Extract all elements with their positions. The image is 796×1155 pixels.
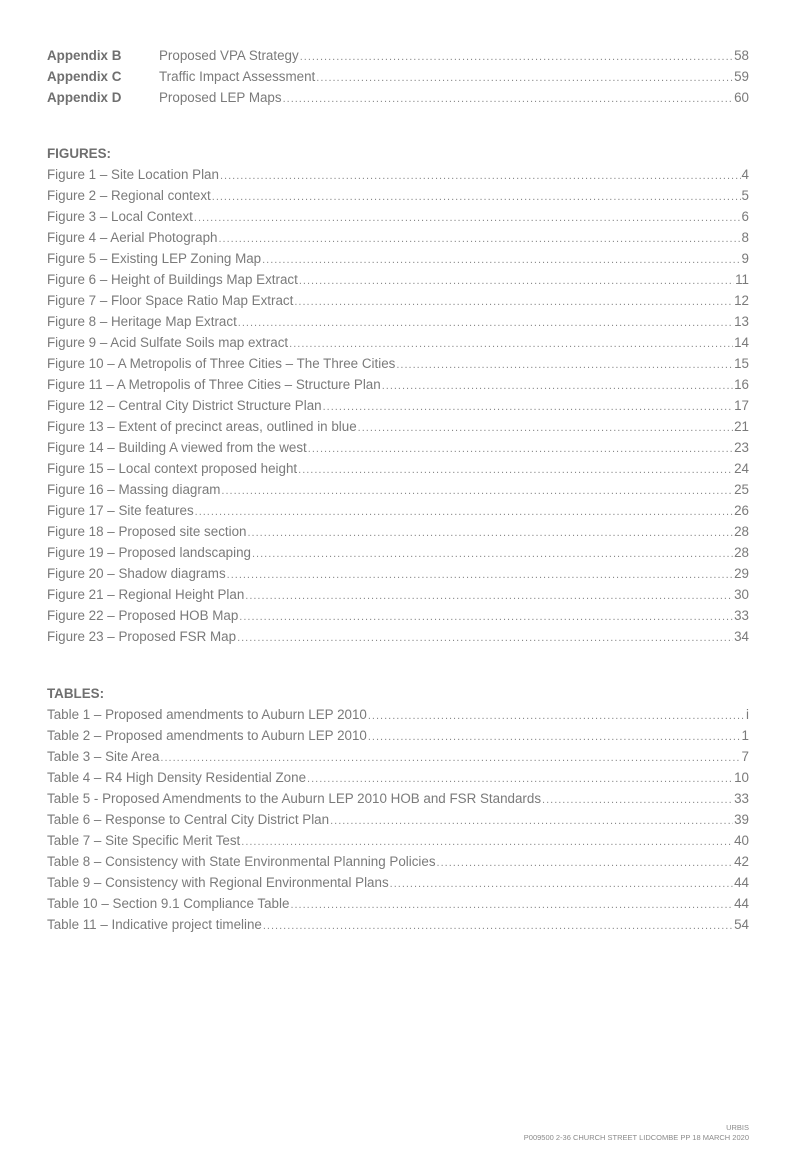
page-number: 15 bbox=[734, 356, 749, 371]
dot-leader bbox=[248, 523, 734, 544]
entry-label: Figure 12 – Central City District Structure Plan bbox=[47, 398, 322, 413]
appendix-id: Appendix D bbox=[47, 90, 122, 105]
toc-entry-figure[interactable] bbox=[47, 584, 749, 605]
page-number: 33 bbox=[734, 791, 749, 806]
toc-entry-figure[interactable] bbox=[47, 290, 749, 311]
toc-entry-figure[interactable] bbox=[47, 332, 749, 353]
dot-leader bbox=[308, 439, 733, 460]
toc-entry-table[interactable] bbox=[47, 704, 749, 725]
toc-entry-figure[interactable] bbox=[47, 605, 749, 626]
dot-leader bbox=[368, 706, 745, 727]
dot-leader bbox=[290, 895, 733, 916]
toc-entry-appendix-d[interactable] bbox=[47, 87, 749, 108]
toc-entry-figure[interactable] bbox=[47, 626, 749, 647]
page-number: 54 bbox=[734, 917, 749, 932]
entry-label: Figure 7 – Floor Space Ratio Map Extract bbox=[47, 293, 294, 308]
entry-label: Table 7 – Site Specific Merit Test bbox=[47, 833, 241, 848]
entry-label: Table 3 – Site Area bbox=[47, 749, 160, 764]
page-number: 42 bbox=[734, 854, 749, 869]
page-number: 59 bbox=[734, 69, 749, 84]
toc-entry-appendix-c[interactable] bbox=[47, 66, 749, 87]
toc-entry-table[interactable] bbox=[47, 788, 749, 809]
toc-entry-table[interactable] bbox=[47, 725, 749, 746]
page-number: 29 bbox=[734, 566, 749, 581]
toc-entry-table[interactable] bbox=[47, 767, 749, 788]
dot-leader bbox=[241, 832, 733, 853]
page-number: 8 bbox=[741, 230, 749, 245]
page-number: 44 bbox=[734, 896, 749, 911]
entry-label: Table 1 – Proposed amendments to Auburn LEP 2010 bbox=[47, 707, 367, 722]
dot-leader bbox=[316, 68, 733, 89]
toc-entry-figure[interactable] bbox=[47, 248, 749, 269]
toc-entry-figure[interactable] bbox=[47, 374, 749, 395]
page-number: 24 bbox=[734, 461, 749, 476]
figures-section bbox=[47, 143, 749, 647]
entry-label: Figure 9 – Acid Sulfate Soils map extract bbox=[47, 335, 289, 350]
page-number: 13 bbox=[734, 314, 749, 329]
dot-leader bbox=[396, 355, 733, 376]
dot-leader bbox=[283, 89, 734, 110]
toc-entry-figure[interactable] bbox=[47, 227, 749, 248]
page-number: 40 bbox=[734, 833, 749, 848]
entry-label: Figure 5 – Existing LEP Zoning Map bbox=[47, 251, 262, 266]
page-number: 33 bbox=[734, 608, 749, 623]
toc-entry-figure[interactable] bbox=[47, 164, 749, 185]
page-number: 39 bbox=[734, 812, 749, 827]
page-number: 11 bbox=[735, 272, 749, 287]
dot-leader bbox=[262, 250, 740, 271]
toc-entry-table[interactable] bbox=[47, 851, 749, 872]
entry-label: Figure 18 – Proposed site section bbox=[47, 524, 247, 539]
appendix-id: Appendix B bbox=[47, 48, 122, 63]
footer-company: URBIS bbox=[726, 1123, 749, 1132]
footer-reference: P009500 2-36 CHURCH STREET LIDCOMBE PP 18 MARCH 2020 bbox=[523, 1133, 749, 1142]
entry-label: Figure 16 – Massing diagram bbox=[47, 482, 221, 497]
dot-leader bbox=[252, 544, 733, 565]
page-number: 30 bbox=[734, 587, 749, 602]
figures-heading: FIGURES: bbox=[47, 146, 111, 161]
toc-entry-figure[interactable] bbox=[47, 563, 749, 584]
dot-leader bbox=[237, 628, 733, 649]
page-number: 10 bbox=[734, 770, 749, 785]
entry-label: Figure 20 – Shadow diagrams bbox=[47, 566, 226, 581]
tables-heading: TABLES: bbox=[47, 686, 105, 701]
page-footer bbox=[524, 1123, 749, 1143]
page-number: 5 bbox=[741, 188, 749, 203]
dot-leader bbox=[382, 376, 733, 397]
entry-label: Figure 23 – Proposed FSR Map bbox=[47, 629, 237, 644]
dot-leader bbox=[195, 502, 733, 523]
entry-label: Figure 22 – Proposed HOB Map bbox=[47, 608, 239, 623]
entry-label: Table 6 – Response to Central City District Plan bbox=[47, 812, 330, 827]
entry-label: Figure 13 – Extent of precinct areas, outlined in blue bbox=[47, 419, 357, 434]
dot-leader bbox=[300, 47, 733, 68]
dot-leader bbox=[220, 166, 741, 187]
entry-label: Figure 4 – Aerial Photograph bbox=[47, 230, 218, 245]
dot-leader bbox=[368, 727, 741, 748]
toc-entry-appendix-b[interactable] bbox=[47, 45, 749, 66]
toc-entry-figure[interactable] bbox=[47, 416, 749, 437]
dot-leader bbox=[218, 229, 740, 250]
toc-entry-figure[interactable] bbox=[47, 269, 749, 290]
dot-leader bbox=[239, 607, 733, 628]
entry-label: Table 9 – Consistency with Regional Environmental Plans bbox=[47, 875, 389, 890]
page-number: 25 bbox=[734, 482, 749, 497]
entry-label: Table 11 – Indicative project timeline bbox=[47, 917, 262, 932]
entry-label: Figure 2 – Regional context bbox=[47, 188, 211, 203]
toc-entry-table[interactable] bbox=[47, 893, 749, 914]
entry-label: Figure 8 – Heritage Map Extract bbox=[47, 314, 237, 329]
toc-entry-table[interactable] bbox=[47, 809, 749, 830]
dot-leader bbox=[542, 790, 733, 811]
toc-entry-table[interactable] bbox=[47, 830, 749, 851]
page-number: 12 bbox=[734, 293, 749, 308]
page-number: 16 bbox=[734, 377, 749, 392]
page-number: 21 bbox=[734, 419, 749, 434]
entry-label: Figure 14 – Building A viewed from the west bbox=[47, 440, 307, 455]
dot-leader bbox=[307, 769, 733, 790]
page-number: 14 bbox=[734, 335, 749, 350]
page-number: 7 bbox=[741, 749, 749, 764]
dot-leader bbox=[194, 208, 741, 229]
dot-leader bbox=[160, 748, 740, 769]
page-number: 6 bbox=[741, 209, 749, 224]
page-number: 23 bbox=[734, 440, 749, 455]
toc-entry-figure[interactable] bbox=[47, 206, 749, 227]
appendix-title: Traffic Impact Assessment bbox=[159, 69, 316, 84]
toc-entry-figure[interactable] bbox=[47, 353, 749, 374]
dot-leader bbox=[294, 292, 733, 313]
dot-leader bbox=[390, 874, 733, 895]
page-number: i bbox=[746, 707, 749, 722]
dot-leader bbox=[437, 853, 734, 874]
toc-entry-figure[interactable] bbox=[47, 437, 749, 458]
toc-entry-figure[interactable] bbox=[47, 458, 749, 479]
dot-leader bbox=[323, 397, 733, 418]
dot-leader bbox=[330, 811, 733, 832]
entry-label: Table 4 – R4 High Density Residential Zone bbox=[47, 770, 307, 785]
page-number: 4 bbox=[741, 167, 749, 182]
page-number: 34 bbox=[734, 629, 749, 644]
dot-leader bbox=[289, 334, 733, 355]
entry-label: Figure 3 – Local Context bbox=[47, 209, 193, 224]
entry-label: Table 10 – Section 9.1 Compliance Table bbox=[47, 896, 290, 911]
dot-leader bbox=[245, 586, 733, 607]
dot-leader bbox=[221, 481, 733, 502]
page-number: 60 bbox=[734, 90, 749, 105]
dot-leader bbox=[227, 565, 733, 586]
entry-label: Figure 17 – Site features bbox=[47, 503, 194, 518]
toc-entry-figure[interactable] bbox=[47, 185, 749, 206]
toc-entry-table[interactable] bbox=[47, 746, 749, 767]
page-number: 28 bbox=[734, 524, 749, 539]
appendix-title: Proposed LEP Maps bbox=[159, 90, 282, 105]
toc-entry-figure[interactable] bbox=[47, 521, 749, 542]
entry-label: Figure 15 – Local context proposed height bbox=[47, 461, 298, 476]
appendix-title: Proposed VPA Strategy bbox=[159, 48, 299, 63]
page-number: 26 bbox=[734, 503, 749, 518]
dot-leader bbox=[263, 916, 733, 937]
toc-entry-figure[interactable] bbox=[47, 311, 749, 332]
page-number: 1 bbox=[741, 728, 749, 743]
page-number: 44 bbox=[734, 875, 749, 890]
appendix-id: Appendix C bbox=[47, 69, 122, 84]
appendix-list bbox=[47, 45, 749, 108]
dot-leader bbox=[358, 418, 733, 439]
toc-entry-table[interactable] bbox=[47, 914, 749, 935]
dot-leader bbox=[238, 313, 733, 334]
page-number: 9 bbox=[741, 251, 749, 266]
entry-label: Figure 10 – A Metropolis of Three Cities – The Three Cities bbox=[47, 356, 396, 371]
entry-label: Figure 19 – Proposed landscaping bbox=[47, 545, 251, 560]
entry-label: Table 5 - Proposed Amendments to the Auburn LEP 2010 HOB and FSR Standards bbox=[47, 791, 542, 806]
tables-section bbox=[47, 683, 749, 935]
toc-entry-figure[interactable] bbox=[47, 395, 749, 416]
toc-entry-figure[interactable] bbox=[47, 500, 749, 521]
entry-label: Table 8 – Consistency with State Environmental Planning Policies bbox=[47, 854, 436, 869]
entry-label: Figure 21 – Regional Height Plan bbox=[47, 587, 245, 602]
entry-label: Figure 6 – Height of Buildings Map Extract bbox=[47, 272, 298, 287]
page-number: 28 bbox=[734, 545, 749, 560]
toc-entry-figure[interactable] bbox=[47, 542, 749, 563]
entry-label: Table 2 – Proposed amendments to Auburn LEP 2010 bbox=[47, 728, 367, 743]
dot-leader bbox=[298, 460, 733, 481]
dot-leader bbox=[299, 271, 734, 292]
toc-entry-table[interactable] bbox=[47, 872, 749, 893]
figures-list bbox=[47, 164, 749, 647]
entry-label: Figure 1 – Site Location Plan bbox=[47, 167, 219, 182]
tables-list bbox=[47, 704, 749, 935]
dot-leader bbox=[212, 187, 741, 208]
entry-label: Figure 11 – A Metropolis of Three Cities – Structure Plan bbox=[47, 377, 381, 392]
page-number: 17 bbox=[734, 398, 749, 413]
page-number: 58 bbox=[734, 48, 749, 63]
toc-entry-figure[interactable] bbox=[47, 479, 749, 500]
